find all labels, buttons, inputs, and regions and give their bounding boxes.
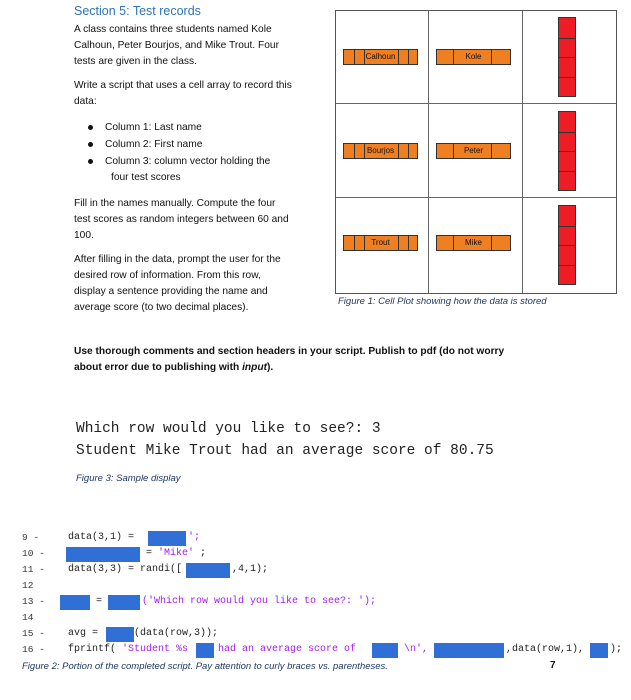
intro-line: tests are given in the class. (74, 56, 197, 67)
comments-note: Use thorough comments and section headers in your script. Publish to pdf (do not worry about error due to publishing with input). (74, 346, 505, 373)
code-line: data(3,1) = (68, 532, 135, 543)
code-line: fprintf( (68, 644, 117, 655)
line-number: 12 (22, 580, 34, 591)
first-name-cell: Kole (436, 49, 511, 65)
fill-paragraph: Fill in the names manually. Compute the four test scores as random integers between 60 and 100. (74, 198, 289, 241)
bullet-icon (88, 159, 93, 164)
line-number: 9 - (22, 532, 40, 543)
answer-blank (148, 531, 186, 546)
score-column (558, 205, 576, 285)
answer-blank (590, 643, 608, 658)
code-line: avg = (68, 628, 99, 639)
instruction-paragraph (74, 78, 292, 110)
last-name-cell: Calhoun (343, 49, 418, 65)
answer-blank (186, 563, 230, 578)
answer-blank (372, 643, 398, 658)
sample-output-line: Student Mike Trout had an average score of 80.75 (76, 443, 494, 459)
bullet-icon (88, 125, 93, 130)
code-line: (data(row,3)); (134, 628, 219, 639)
code-string: 'Mike' (158, 548, 195, 559)
intro-line: A class contains three students named Kole (74, 24, 272, 35)
instruction-line: data: (74, 96, 97, 107)
answer-blank (108, 595, 140, 610)
intro-line: Calhoun, Peter Bourjos, and Mike Trout. Four (74, 40, 279, 51)
score-column (558, 17, 576, 97)
sample-output-line: Which row would you like to see?: 3 (76, 421, 381, 437)
code-line: = (146, 548, 153, 559)
answer-blank (106, 627, 134, 642)
code-string: 'Student %s (122, 644, 189, 655)
last-name-cell: Trout (343, 235, 418, 251)
bullet-item: Column 3: column vector holding the (88, 156, 270, 167)
line-number: 10 - (22, 548, 45, 559)
line-number: 15 - (22, 628, 45, 639)
bullet-icon (88, 142, 93, 147)
page-number: 7 (550, 660, 556, 671)
bullet-item: Column 1: Last name (88, 122, 202, 133)
answer-blank (434, 643, 504, 658)
first-name-cell: Mike (436, 235, 511, 251)
code-line: data(3,3) = randi([ (68, 564, 183, 575)
cell-plot (335, 10, 617, 294)
bullet-continuation: four test scores (111, 172, 181, 183)
bullet-item: Column 2: First name (88, 139, 202, 150)
intro-paragraph (74, 22, 279, 70)
answer-blank (66, 547, 140, 562)
after-paragraph: After filling in the data, prompt the user for the desired row of information. From this row, display a sentence providing the name and average score (to two decimal places). (74, 254, 281, 313)
instruction-line: Write a script that uses a cell array to record this (74, 80, 292, 91)
grid-line (336, 197, 616, 198)
code-string: \n', (404, 644, 429, 655)
code-line: '; (188, 532, 201, 543)
figure3-caption: Figure 3: Sample display (76, 473, 181, 484)
code-line: = (96, 596, 103, 607)
grid-line (336, 103, 616, 104)
line-number: 16 - (22, 644, 45, 655)
code-line: ,4,1); (232, 564, 269, 575)
code-string: had an average score of (218, 644, 357, 655)
first-name-cell: Peter (436, 143, 511, 159)
last-name-cell: Bourjos (343, 143, 418, 159)
code-line: ); (610, 644, 623, 655)
code-string: ('Which row would you like to see?: '); (142, 596, 377, 607)
grid-line (428, 11, 429, 293)
grid-line (522, 11, 523, 293)
figure2-caption: Figure 2: Portion of the completed script. Pay attention to curly braces vs. parentheses. (22, 661, 388, 672)
code-line: ,data(row,1), (506, 644, 585, 655)
code-line: ; (200, 548, 207, 559)
section-title: Section 5: Test records (74, 4, 201, 18)
line-number: 14 (22, 612, 34, 623)
figure1-caption: Figure 1: Cell Plot showing how the data is stored (338, 296, 547, 307)
line-number: 13 - (22, 596, 45, 607)
line-number: 11 - (22, 564, 45, 575)
score-column (558, 111, 576, 191)
answer-blank (60, 595, 90, 610)
answer-blank (196, 643, 214, 658)
